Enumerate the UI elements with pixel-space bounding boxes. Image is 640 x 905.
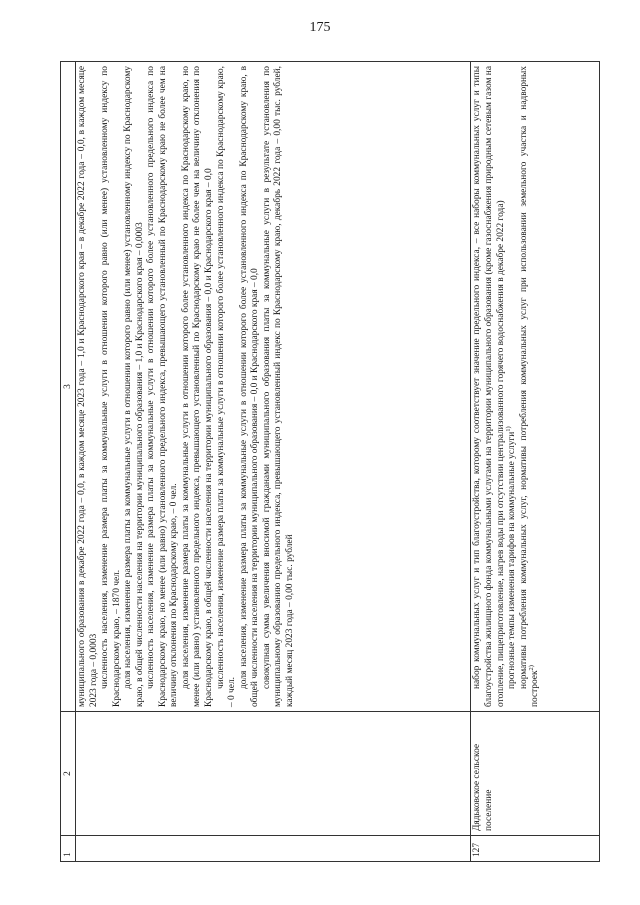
footnote-mark: 1): [504, 426, 512, 432]
header-col-2: 2: [61, 712, 76, 836]
table-row-127: [471, 62, 600, 862]
paragraph: численность населения, изменение размера платы за коммунальные услуги в отношении которого более установленного предельного индекса по Краснодарскому краю, но менее (или равно) установленного предельного индекса, превышающего установленный по Краснодарскому краю не более чем на величину отклонения по Краснодарскому краю, – 0 чел.: [146, 66, 180, 707]
paragraph: [519, 66, 542, 707]
settlement-name: Дядьковское сельское поселение: [471, 712, 600, 836]
paragraph-text: прогнозные темпы изменения тарифов на коммунальные услуги: [507, 431, 518, 689]
paragraph: доля населения, изменение размера платы за коммунальные услуги в отношении которого равно (или менее) установленному индексу по Краснодарскому краю, в общей численности населения на территории муниципального образования – 1,0 и Краснодарского края – 0,0003: [123, 66, 145, 707]
row-number-empty: [76, 836, 471, 862]
footnote-mark: 2): [528, 665, 536, 671]
indicator-text: [471, 62, 600, 712]
paragraph: [504, 66, 519, 707]
paragraph: доля населения, изменение размера платы за коммунальные услуги в отношении которого более установленного индекса по Краснодарскому краю, но менее (или равно) установленного предельного индекса, превышающего установленный по Краснодарскому краю не более чем на величину отклонения по Краснодарскому краю, в общей численности населения на территории муниципального образования – 0,0 и Краснодарского края – 0,0: [180, 66, 215, 707]
paragraph: муниципального образования в декабре 2022 года – 0,0, в каждом месяце 2023 года – 1,0 и Краснодарского края – в декабре 2022 года – 0,0, в каждом месяце 2023 года – 0,0003: [77, 66, 99, 707]
paragraph-text: нормативы потребления коммунальных услуг, нормативы потребления коммунальных услуг при использовании земельного участка и надворных построек: [518, 66, 541, 707]
page-number: 175: [309, 20, 331, 35]
paragraph: доля населения, изменение размера платы за коммунальные услуги в отношении которого более установленного индекса по Краснодарскому краю, в общей численности населения на территории муниципального образования – 0,0 и Краснодарского края – 0,0: [238, 66, 261, 707]
table-row-continued: [76, 62, 471, 862]
header-col-1: 1: [61, 836, 76, 862]
settlement-empty: [76, 712, 471, 836]
paragraph: численность населения, изменение размера платы за коммунальные услуги в отношении которого равно (или менее) установленному индексу по Краснодарскому краю, – 1870 чел.: [100, 66, 122, 707]
indicator-text: [76, 62, 471, 712]
rotated-table-container: [60, 62, 600, 862]
paragraph: совокупная сумма увеличения вносимой гражданами муниципального образования платы за коммунальные услуги в результате установления по муниципальному образованию предельного индекса, превышающего установленный индекс по Краснодарскому краю, декабрь 2022 года – 0,00 тыс. рублей, каждый месяц 2023 года – 0,00 тыс. рублей: [261, 66, 295, 707]
paragraph: набор коммунальных услуг и тип благоустройства, которому соответствует значение предельного индекса, – все наборы коммунальных услуг и типы благоустройства жилищного фонда коммунальными услугами на территории муниципального образования (кроме газоснабжения природным сетевым газом на отопление, пищеприготовление, нагрев воды при отсутствии централизованного горячего водоснабжения в декабре 2022 года): [472, 66, 506, 707]
settlements-table: [60, 61, 600, 862]
paragraph: численность населения, изменение размера платы за коммунальные услуги в отношении которого более установленного индекса по Краснодарскому краю, – 0 чел.: [215, 66, 238, 707]
header-col-3: 3: [61, 62, 76, 712]
table-header-row: [61, 62, 76, 862]
row-number: 127: [471, 836, 600, 862]
